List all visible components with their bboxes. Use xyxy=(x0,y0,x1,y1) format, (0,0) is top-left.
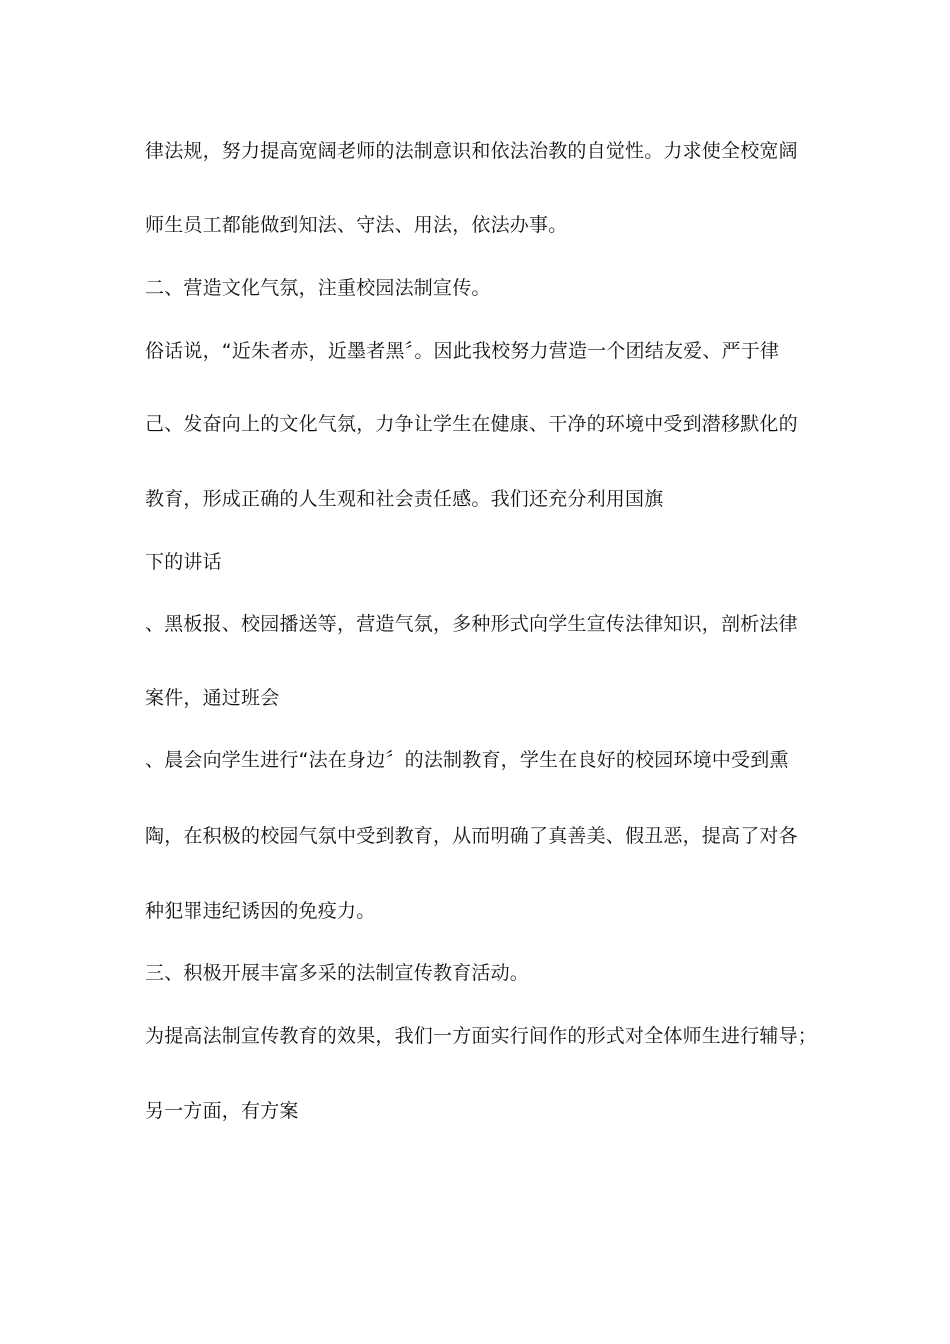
text-line: 案件，通过班会 xyxy=(145,687,280,709)
text-line: 、晨会向学生进行“法在身边〞的法制教育，学生在良好的校园环境中受到熏 xyxy=(145,749,789,771)
text-line: 师生员工都能做到知法、守法、用法，依法办事。 xyxy=(145,214,568,236)
text-line: 为提高法制宣传教育的效果，我们一方面实行间作的形式对全体师生进行辅导； xyxy=(145,1025,818,1047)
text-line: 己、发奋向上的文化气氛，力争让学生在健康、干净的环境中受到潜移默化的 xyxy=(145,413,798,435)
text-line: 陶，在积极的校园气氛中受到教育，从而明确了真善美、假丑恶，提高了对各 xyxy=(145,825,798,847)
text-line: 俗话说，“近朱者赤，近墨者黑〞。因此我校努力营造一个团结友爱、严于律 xyxy=(145,340,780,362)
text-line: 种犯罪违纪诱因的免疫力。 xyxy=(145,900,376,922)
section-heading: 二、营造文化气氛，注重校园法制宣传。 xyxy=(145,277,491,299)
text-line: 另一方面，有方案 xyxy=(145,1100,299,1122)
text-line: 、黑板报、校园播送等，营造气氛，多种形式向学生宣传法律知识，剖析法律 xyxy=(145,613,798,635)
section-heading: 三、积极开展丰富多采的法制宣传教育活动。 xyxy=(145,962,530,984)
text-line: 下的讲话 xyxy=(145,551,222,573)
text-line: 律法规，努力提高宽阔老师的法制意识和依法治教的自觉性。力求使全校宽阔 xyxy=(145,140,798,162)
text-line: 教育，形成正确的人生观和社会责任感。我们还充分利用国旗 xyxy=(145,488,664,510)
